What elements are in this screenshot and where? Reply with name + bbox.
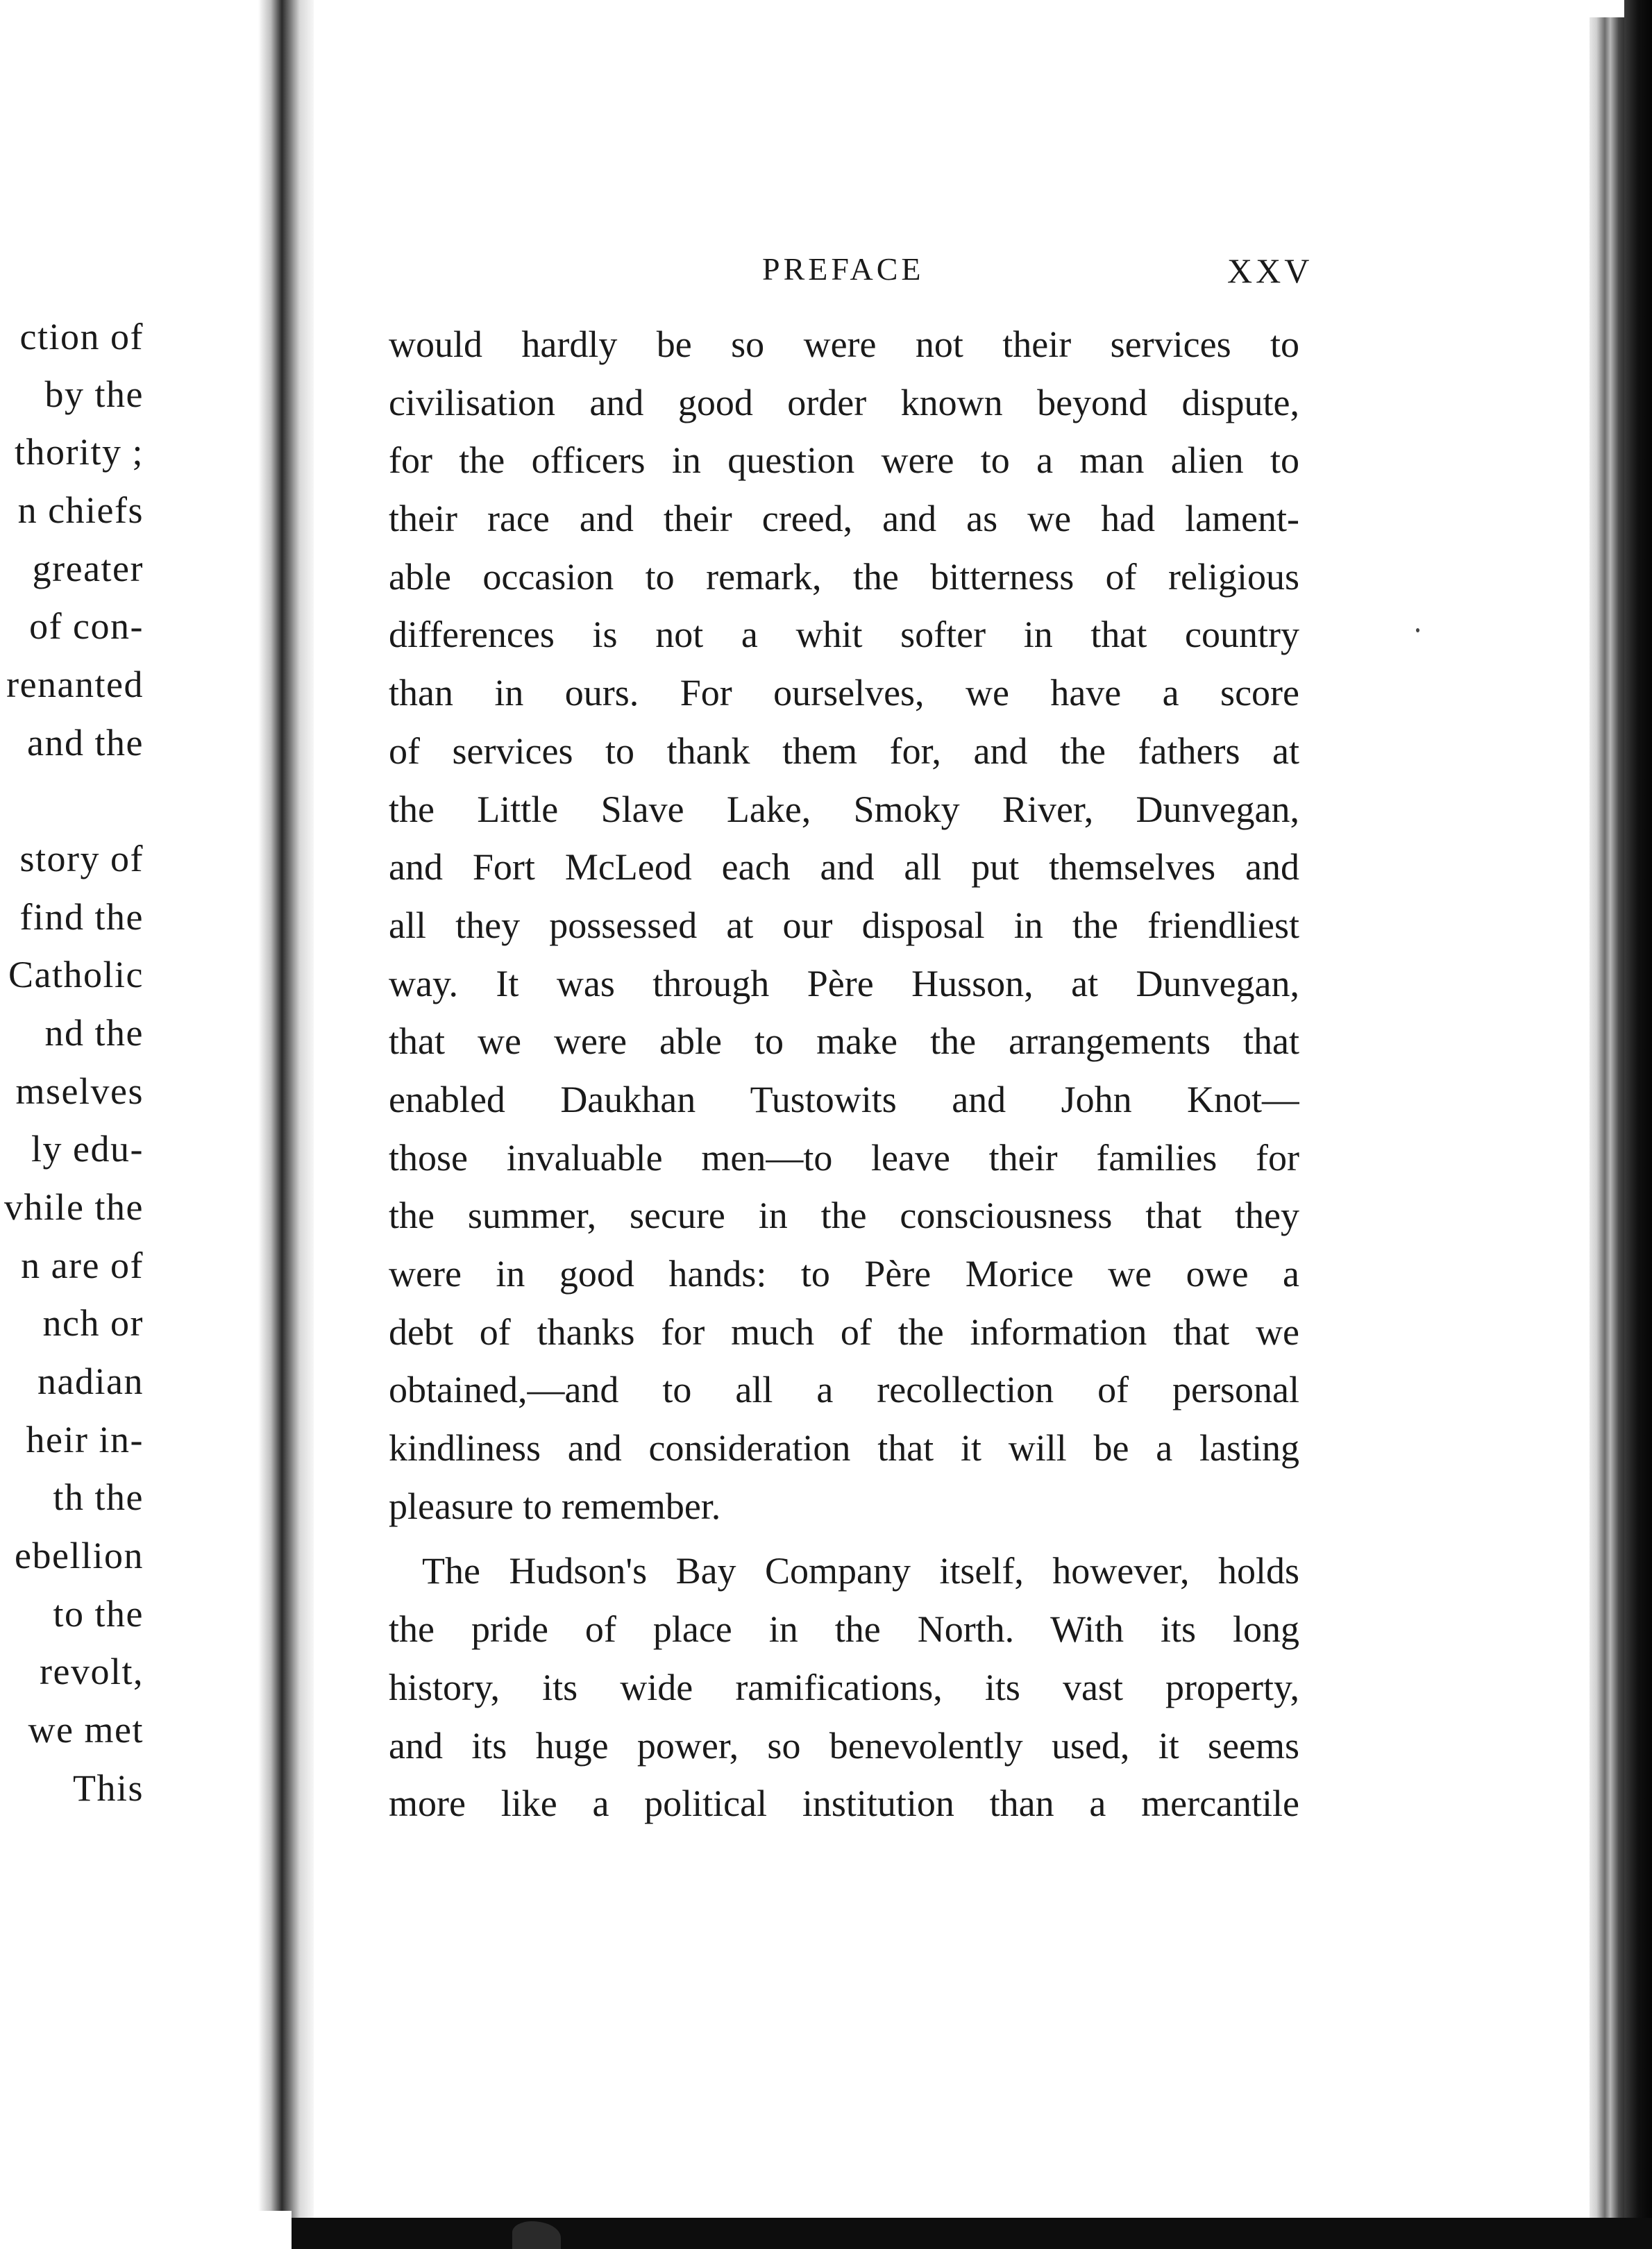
text-line: kindliness and consideration that it will be a lasting	[389, 1427, 1299, 1469]
facing-page-line: to the	[53, 1593, 144, 1635]
text-line: debt of thanks for much of the information that we	[389, 1311, 1299, 1353]
text-line: those invaluable men—to leave their families for	[389, 1136, 1299, 1179]
text-line: able occasion to remark, the bitterness of religious	[389, 555, 1299, 598]
facing-page-line: we met	[28, 1709, 144, 1751]
facing-page-line: n are of	[21, 1245, 144, 1286]
facing-page-line: vhile the	[4, 1186, 144, 1228]
scan-border-right	[1624, 0, 1652, 2249]
text-line: of services to thank them for, and the fathers at	[389, 730, 1299, 772]
facing-page-line: This	[72, 1767, 144, 1809]
text-line: the pride of place in the North. With its long	[389, 1608, 1299, 1651]
facing-page-line: revolt,	[40, 1651, 144, 1692]
text-line: and its huge power, so benevolently used, it seems	[389, 1724, 1299, 1767]
facing-page-line: nd the	[44, 1012, 144, 1054]
paper-speck	[1416, 628, 1419, 632]
text-line: would hardly be so were not their services to	[389, 323, 1299, 365]
facing-page-line: heir in-	[26, 1419, 144, 1460]
facing-page-line: by the	[44, 373, 144, 415]
facing-page-line: ction of	[19, 316, 144, 357]
text-line: all they possessed at our disposal in the friendliest	[389, 904, 1299, 946]
running-header: PREFACE	[762, 251, 925, 287]
text-line: that we were able to make the arrangements that	[389, 1020, 1299, 1063]
text-line: more like a political institution than a mercantile	[389, 1783, 1299, 1825]
body-text	[389, 316, 1299, 1833]
facing-page-line: th the	[53, 1476, 144, 1518]
facing-page-line: greater	[32, 548, 144, 589]
facing-page-line: find the	[19, 896, 144, 938]
text-line: pleasure to remember.	[389, 1485, 721, 1527]
facing-page-line: renanted	[6, 664, 144, 705]
facing-page-line: mselves	[15, 1070, 144, 1112]
text-line: their race and their creed, and as we had lament-	[389, 498, 1299, 540]
facing-page-line: of con-	[29, 605, 144, 647]
text-line: the summer, secure in the consciousness that they	[389, 1195, 1299, 1237]
facing-page-line: story of	[19, 838, 144, 879]
paragraph	[389, 316, 1299, 1535]
facing-page-line: thority ;	[15, 431, 144, 473]
facing-page-line: ebellion	[15, 1535, 144, 1576]
text-line: The Hudson's Bay Company itself, however, holds	[422, 1550, 1299, 1592]
facing-page-line: n chiefs	[17, 489, 144, 531]
text-line: and Fort McLeod each and all put themselves and	[389, 846, 1299, 888]
facing-page-line: and the	[27, 722, 144, 764]
page-edge	[1590, 17, 1628, 2225]
paragraph	[389, 1542, 1299, 1833]
book-gutter	[258, 0, 314, 2218]
facing-page-line: nadian	[37, 1361, 144, 1402]
page-number: XXV	[1227, 251, 1313, 290]
facing-page	[0, 0, 258, 2211]
text-line: the Little Slave Lake, Smoky River, Dunvegan,	[389, 788, 1299, 830]
text-line: for the officers in question were to a man alien to	[389, 439, 1299, 482]
text-line: way. It was through Père Husson, at Dunvegan,	[389, 962, 1299, 1004]
text-line: obtained,—and to all a recollection of personal	[389, 1369, 1299, 1411]
facing-page-line: nch or	[42, 1302, 144, 1344]
text-line: were in good hands: to Père Morice we owe a	[389, 1253, 1299, 1295]
facing-page-line: Catholic	[8, 954, 144, 995]
text-line: than in ours. For ourselves, we have a score	[389, 672, 1299, 714]
text-line: enabled Daukhan Tustowits and John Knot—	[389, 1078, 1299, 1120]
text-line: differences is not a whit softer in that country	[389, 614, 1299, 656]
text-line: civilisation and good order known beyond dispute,	[389, 381, 1299, 423]
text-line: history, its wide ramifications, its vast property,	[389, 1666, 1299, 1708]
facing-page-line: ly edu-	[31, 1128, 144, 1170]
scan-border-bottom-left	[0, 2211, 292, 2249]
